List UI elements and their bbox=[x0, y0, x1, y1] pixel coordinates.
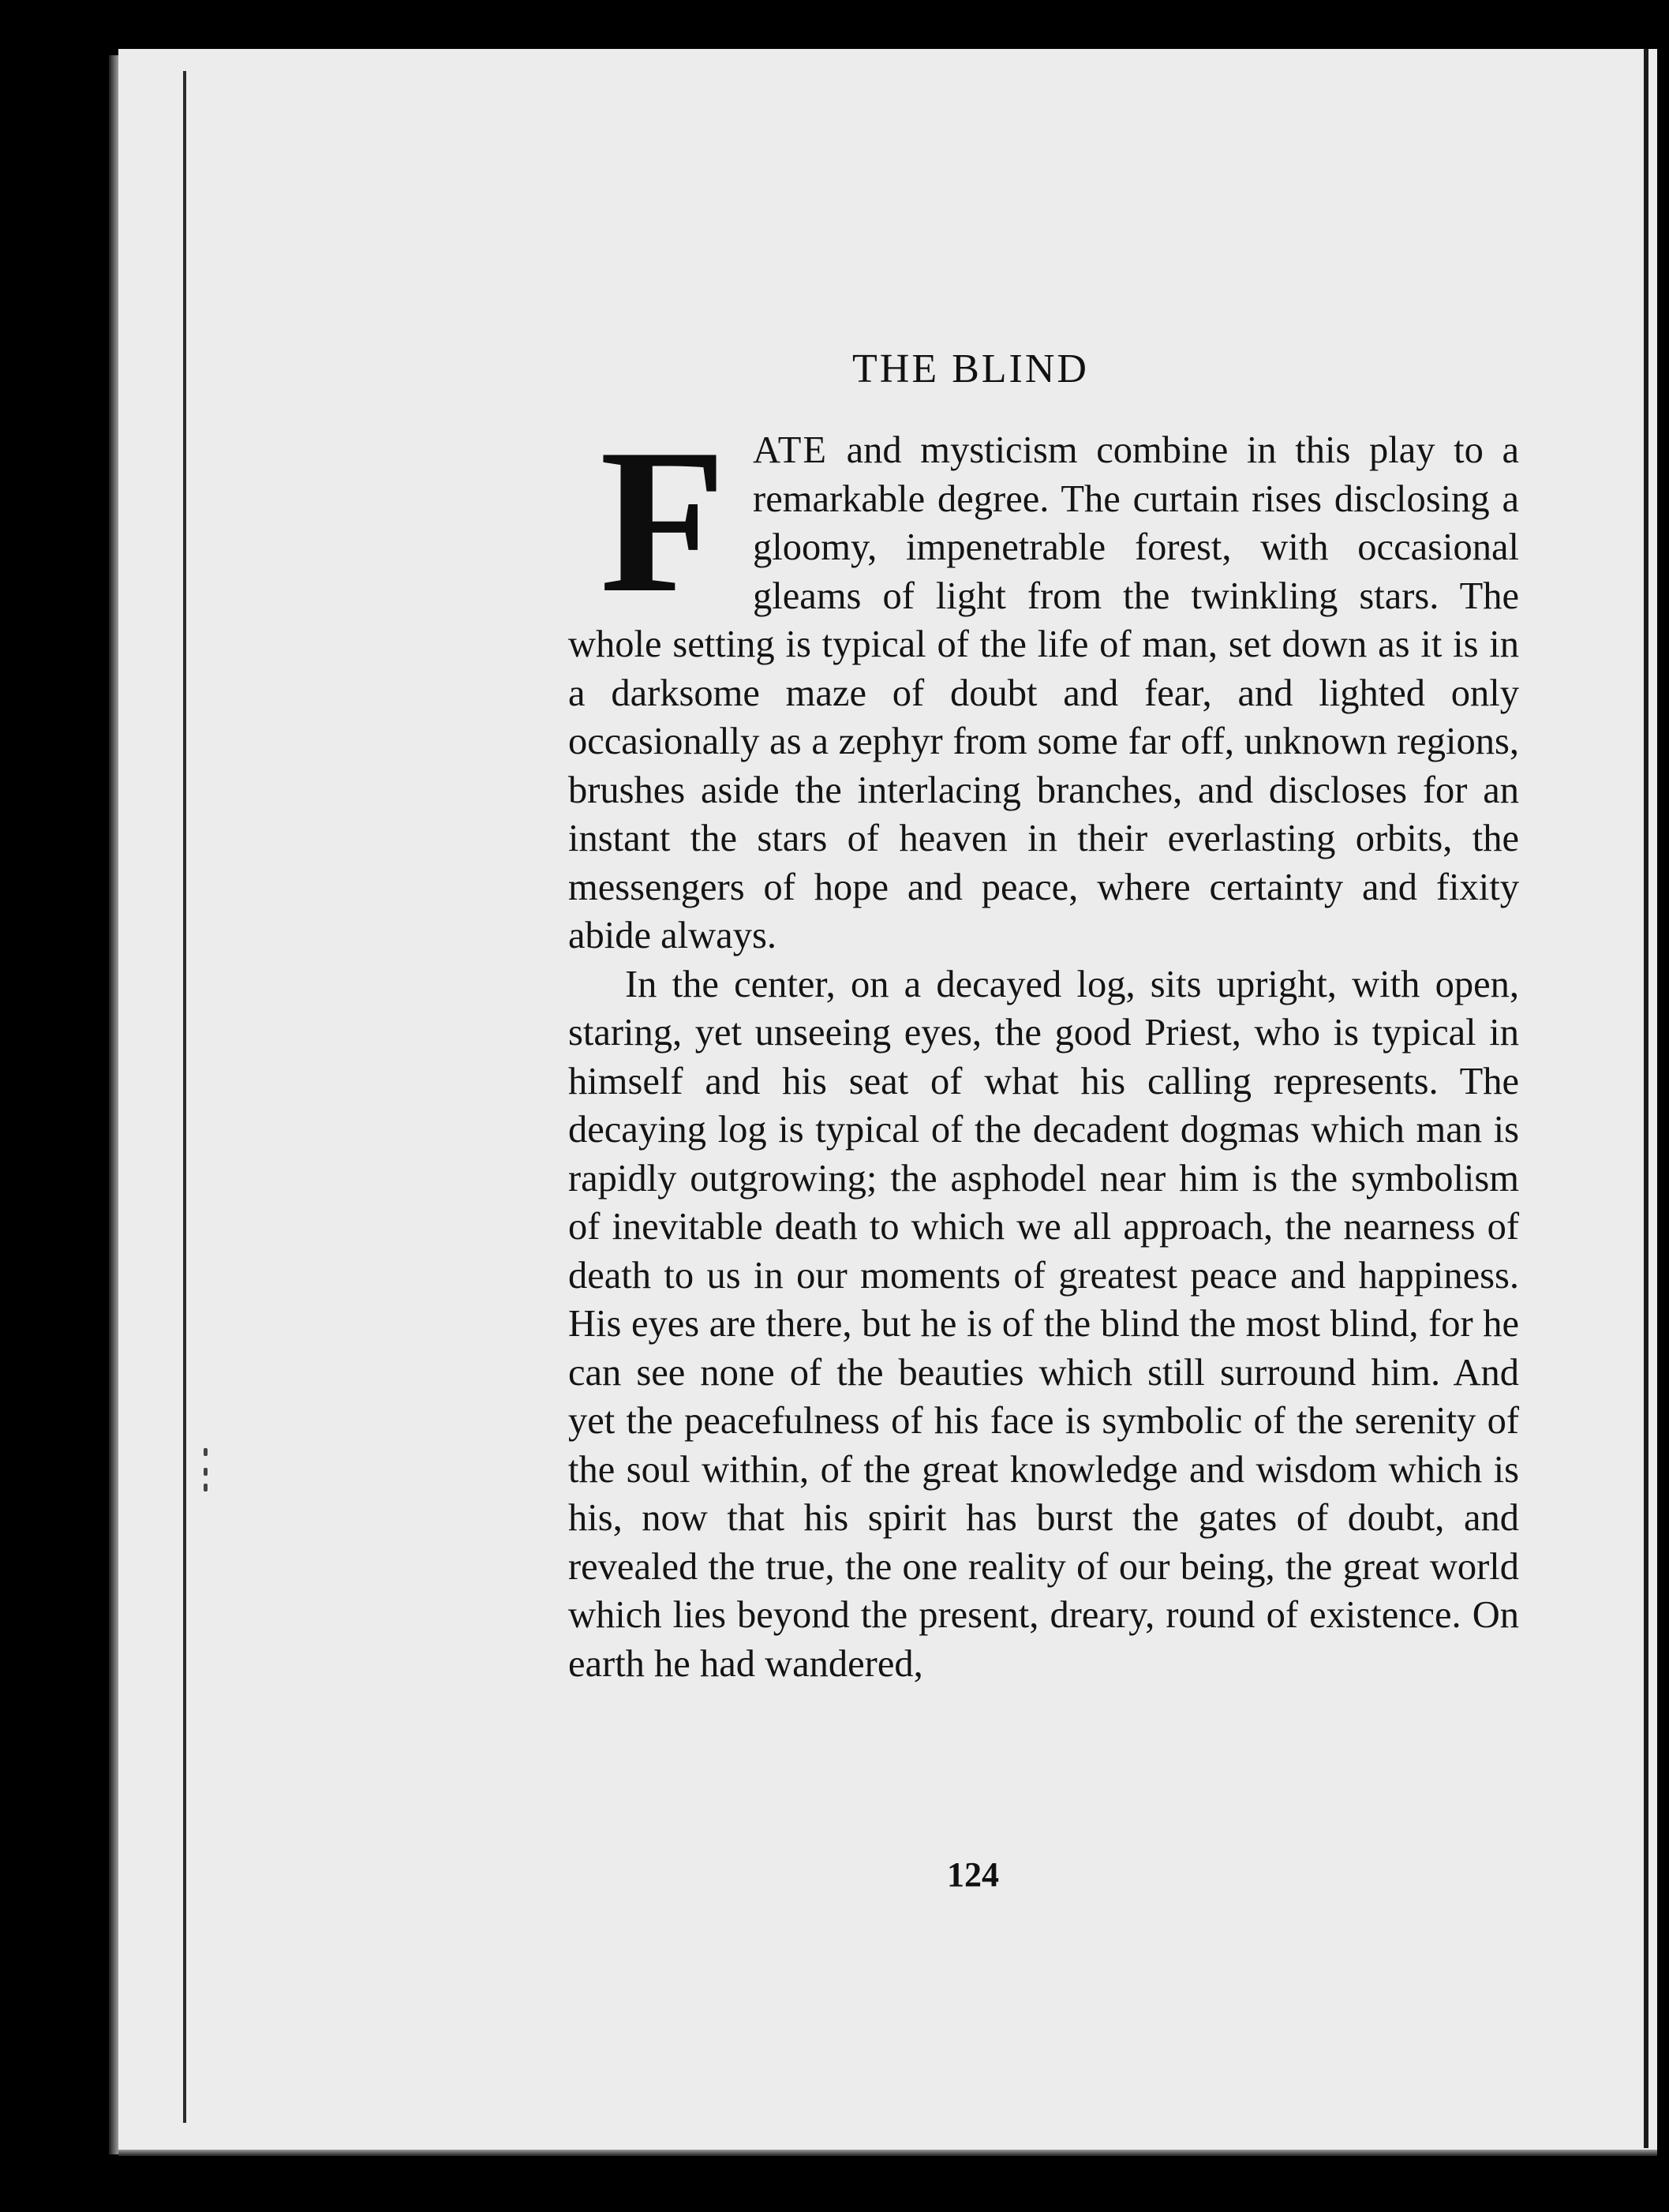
gutter-line bbox=[183, 71, 186, 2123]
body-text bbox=[568, 406, 1519, 1688]
paragraph-1-text: and mysticism combine in this play to a remarkable degree. The curtain rises disclosing a gloomy, impenetrable forest, with occasional gleams of light from the twinkling stars. The whole setting is typical of the life of man, set down as it is in a darksome maze of doubt and fear, and lighted only occasionally as a zephyr from some far off, unknown regions, brushes aside the interlacing branches, and discloses for an instant the stars of heaven in their everlasting orbits, the messengers of hope and peace, where certainty and fixity abide always. bbox=[568, 429, 1519, 956]
page-number: 124 bbox=[947, 1855, 999, 1894]
chapter-title: THE BLIND bbox=[852, 346, 1089, 391]
first-word: ATE bbox=[753, 429, 828, 471]
page-right-edge bbox=[1644, 49, 1648, 2148]
paragraph-2: In the center, on a decayed log, sits upright, with open, staring, yet unseeing eyes, the good Priest, who is typical in himself and his seat of what his calling represents. The decaying log is typical of the decadent dogmas which man is rapidly outgrowing; the asphodel near him is the symbolism of inevitable death to which we all approach, the nearness of death to us in our moments of greatest peace and happiness. His eyes are there, but he is of the blind the most blind, for he can see none of the beauties which still surround him. And yet the peacefulness of his face is symbolic of the serenity of the soul within, of the great knowledge and wisdom which is his, now that his spirit has burst the gates of doubt, and revealed the true, the one reality of our being, the great world which lies beyond the present, dreary, round of existence. On earth he had wandered, bbox=[568, 963, 1519, 1685]
page-bottom-edge bbox=[118, 2150, 1657, 2156]
paragraph-1 bbox=[568, 406, 1519, 960]
drop-cap: F bbox=[600, 406, 727, 635]
